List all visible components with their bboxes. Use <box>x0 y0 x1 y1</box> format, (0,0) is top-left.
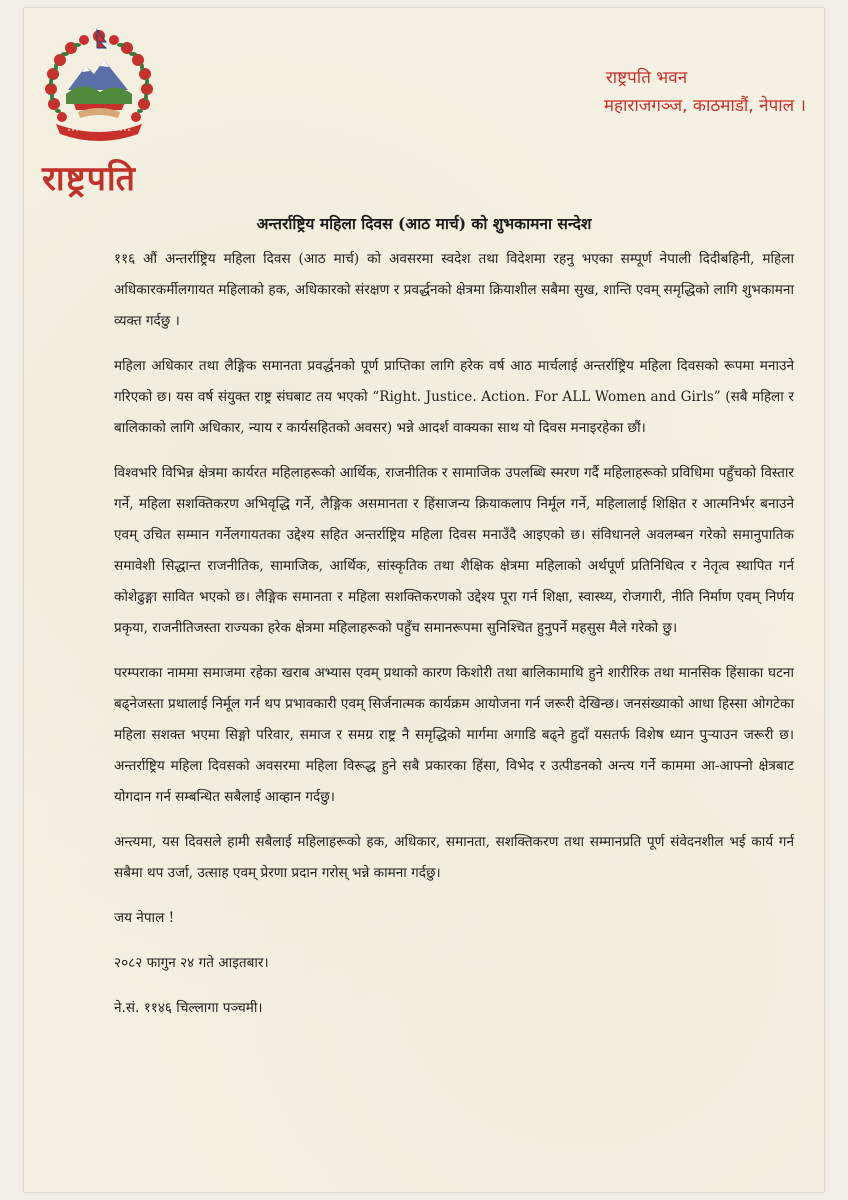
letter-page <box>24 8 824 1192</box>
closing-salutation: जय नेपाल ! <box>114 910 175 926</box>
coat-of-arms-icon <box>38 28 160 148</box>
date-line-2: ने.सं. ११४६ चिल्लागा पञ्चमी। <box>114 1000 263 1016</box>
office-address <box>604 64 806 120</box>
paragraph-5: अन्त्यमा, यस दिवसले हामी सबैलाई महिलाहरूको हक, अधिकार, समानता, सशक्तिकरण तथा सम्मानप्रति पूर्ण संवेदनशील भई कार्य गर्न सबैमा थप उर्जा, उत्साह एवम् प्रेरणा प्रदान गरोस् भन्ने कामना गर्दछु। <box>114 834 794 881</box>
address-line-1: राष्ट्रपति भवन <box>605 68 688 88</box>
date-line-1: २०८२ फागुन २४ गते आइतबार। <box>114 955 269 971</box>
address-line-2: महाराजगञ्ज, काठमाडौं, नेपाल । <box>603 96 806 116</box>
message-heading: अन्तर्राष्ट्रिय महिला दिवस (आठ मार्च) को शुभकामना सन्देश <box>256 214 592 233</box>
paragraph-3: विश्वभरि विभिन्न क्षेत्रमा कार्यरत महिलाहरूको आर्थिक, राजनीतिक र सामाजिक उपलब्धि स्मरण गर्दै महिलाहरूको प्रविधिमा पहुँचको विस्तार गर्ने, महिला सशक्तिकरण अभिवृद्धि गर्ने, लैङ्गिक असमानता र हिंसाजन्य क्रियाकलाप निर्मूल गर्ने, महिलालाई शिक्षित र आत्मनिर्भर बनाउने एवम् उचित सम्मान गर्नेलगायतका उद्देश्य सहित अन्तर्राष्ट्रिय महिला दिवस मनाउँदै आइएको छ। संविधानले अवलम्बन गरेको समानुपातिक समावेशी सिद्धान्त राजनीतिक, सामाजिक, आर्थिक, सांस्कृतिक तथा शैक्षिक क्षेत्रमा महिलाको अर्थपूर्ण प्रतिनिधित्व र नेतृत्व स्थापित गर्न कोशेढुङ्गा सावित भएको छ। लैङ्गिक समानता र महिला सशक्तिकरणको उद्देश्य पूरा गर्न शिक्षा, स्वास्थ्य, रोजगारी, नीति निर्माण एवम् निर्णय प्रकृया, राजनीतिजस्ता राज्यका हरेक क्षेत्रमा महिलाहरूको पहुँच समानरूपमा सुनिश्चित हुनुपर्ने महसुस मैले गरेको छु। <box>114 465 794 636</box>
message-body <box>114 244 794 1038</box>
paragraph-1: ११६ औं अन्तर्राष्ट्रिय महिला दिवस (आठ मार्च) को अवसरमा स्वदेश तथा विदेशमा रहनु भएका सम्पूर्ण नेपाली दिदीबहिनी, महिला अधिकारकर्मीलगायत महिलाको हक, अधिकारको संरक्षण र प्रवर्द्धनको क्षेत्रमा क्रियाशील सबैमा सुख, शान्ति एवम् समृद्धिको लागि शुभकामना व्यक्त गर्दछु । <box>114 251 794 329</box>
paragraph-4: परम्पराका नाममा समाजमा रहेका खराब अभ्यास एवम् प्रथाको कारण किशोरी तथा बालिकामाथि हुने शारीरिक तथा मानसिक हिंसाका घटना बढ्नेजस्ता प्रथालाई निर्मूल गर्न थप प्रभावकारी एवम् सिर्जनात्मक कार्यक्रम आयोजना गर्न जरूरी देखिन्छ। जनसंख्याको आधा हिस्सा ओगटेका महिला सशक्त भएमा सिङ्गो परिवार, समाज र समग्र राष्ट्र नै समृद्धिको मार्गमा अगाडि बढ्ने हुदाँ यसतर्फ विशेष ध्यान पुऱ्याउन जरूरी छ। अन्तर्राष्ट्रिय महिला दिवसको अवसरमा महिला विरूद्ध हुने सबै प्रकारका हिंसा, विभेद र उत्पीडनको अन्त्य गर्ने काममा आ-आफ्नो क्षेत्रबाट योगदान गर्न सम्बन्धित सबैलाई आव्हान गर्दछु। <box>114 665 794 805</box>
paragraph-2: महिला अधिकार तथा लैङ्गिक समानता प्रवर्द्धनको पूर्ण प्राप्तिका लागि हरेक वर्ष आठ मार्चलाई अन्तर्राष्ट्रिय महिला दिवसको रूपमा मनाउने गरिएको छ। यस वर्ष संयुक्त राष्ट्र संघबाट तय भएको “Right. Justice. Action. For ALL Women and Girls” (सबै महिला र बालिकाको लागि अधिकार, न्याय र कार्यसहितको अवसर) भन्ने आदर्श वाक्यका साथ यो दिवस मनाइरहेका छौं। <box>114 358 794 436</box>
office-title: राष्ट्रपति <box>42 159 137 199</box>
